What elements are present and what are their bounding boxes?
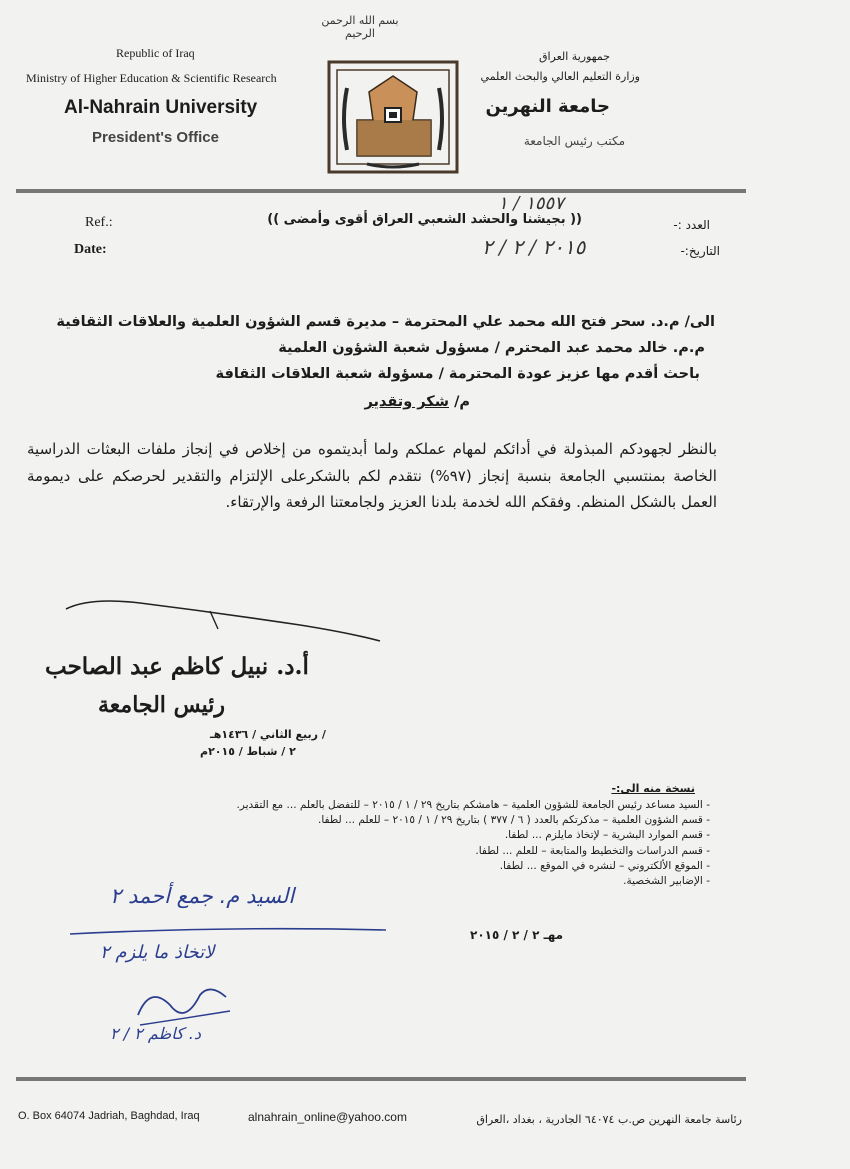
header-en-office: President's Office	[92, 129, 219, 146]
signatory-title: رئيس الجامعة	[98, 692, 226, 718]
footer-address-en: O. Box 64074 Jadriah, Baghdad, Iraq	[18, 1110, 200, 1122]
signature-hijri-date: / ربيع الثاني / ١٤٣٦هـ	[210, 728, 326, 741]
basmala: بسم الله الرحمن الرحيم	[321, 14, 399, 40]
signature-scribble-icon	[60, 595, 390, 655]
header-divider	[16, 189, 746, 193]
slogan: (( بجيشنا والحشد الشعبي العراق أقوى وأمضى ))	[267, 212, 582, 227]
copies-list	[236, 798, 710, 889]
recipient-line-2: م.م. خالد محمد عبد المحترم / مسؤول شعبة الشؤون العلمية	[278, 340, 705, 356]
copies-item: - قسم الدراسات والتخطيط والمتابعة – للعلم ... لطفا.	[236, 844, 710, 859]
header-en-country: Republic of Iraq	[116, 46, 195, 60]
ref-date: ٢٠١٥ / ٢ / ٢	[482, 235, 586, 259]
signatory-name: أ.د. نبيل كاظم عبد الصاحب	[45, 653, 309, 680]
date-label: Date:	[74, 242, 107, 257]
header-ar-country: جمهورية العراق	[538, 50, 610, 63]
footer-divider	[16, 1077, 746, 1081]
header-ar-university: جامعة النهرين	[485, 96, 610, 117]
handwritten-underline-icon	[68, 920, 388, 940]
copies-title: نسخة منه الى:-	[611, 782, 695, 795]
ref-number: ١٥٥٧ / ١	[498, 193, 564, 214]
copies-item: - الإضابير الشخصية.	[236, 874, 710, 889]
footer-email: alnahrain_online@yahoo.com	[248, 1110, 407, 1124]
footer-address-ar: رئاسة جامعة النهرين ص.ب ٦٤٠٧٤ الجادرية ، بغداد ،العراق	[476, 1113, 742, 1126]
copies-item: - قسم الشؤون العلمية – مذكرتكم بالعدد ( ٦ / ٣٧٧ ) بتاريخ ٢٩ / ١ / ٢٠١٥ – للعلم ... لطفا.	[236, 813, 710, 828]
ref-label: Ref.:	[85, 215, 113, 230]
recipient-line-3: باحث أقدم مها عزيز عودة المحترمة / مسؤولة شعبة العلاقات الثقافة	[215, 366, 700, 382]
subject-text: شكر وتقدير	[364, 394, 449, 410]
signature-gregorian-date: ٢ / شباط / ٢٠١٥م	[200, 745, 296, 758]
copies-date: مهـ ٢ / ٢ / ٢٠١٥	[470, 928, 564, 942]
letter-body: بالنظر لجهودكم المبذولة في أدائكم لمهام عملكم ولما أبديتموه من إخلاص في إنجاز ملفات البعثات الدراسية الخاصة بمنتسبي الجامعة بنسبة إنجاز (٩٧%) نتقدم لكم بالشكرعلى الإلتزام والتقدير لحرصكم على ديمومة العمل بالشكل المنظم. وفقكم الله لخدمة بلدنا العزيز ولجامعتنا الرفعة والإرتقاء.	[27, 440, 717, 511]
header-ar-ministry: وزارة التعليم العالي والبحث العلمي	[480, 70, 640, 83]
subject-prefix: م/	[454, 394, 470, 410]
date-label-ar: التاريخ:-	[680, 244, 720, 258]
header-ar-office: مكتب رئيس الجامعة	[523, 134, 625, 148]
handwritten-note-2: لاتخاذ ما يلزم ٢	[100, 942, 215, 963]
university-logo-icon	[327, 58, 459, 176]
header-en-ministry: Ministry of Higher Education & Scientific Research	[26, 71, 277, 85]
recipient-line-1: الى/ م.د. سحر فتح الله محمد علي المحترمة – مديرة قسم الشؤون العلمية والعلاقات الثقافية	[56, 314, 715, 330]
copies-item: - قسم الموارد البشرية – لإتخاذ مايلزم ... لطفا.	[236, 828, 710, 843]
subject-line	[365, 394, 471, 410]
number-label-ar: العدد :-	[673, 218, 710, 232]
handwritten-note-1: السيد م. جمع أحمد ٢	[110, 884, 295, 908]
handwritten-note-3: د. كاظم ٢ / ٢	[110, 1024, 202, 1043]
copies-item: - السيد مساعد رئيس الجامعة للشؤون العلمية – هامشكم بتاريخ ٢٩ / ١ / ٢٠١٥ – للتفضل بالعلم ... مع التقدير.	[236, 798, 710, 813]
header-en-university: Al-Nahrain University	[64, 97, 258, 118]
copies-item: - الموقع الألكتروني – لنشره في الموقع ... لطفا.	[236, 859, 710, 874]
